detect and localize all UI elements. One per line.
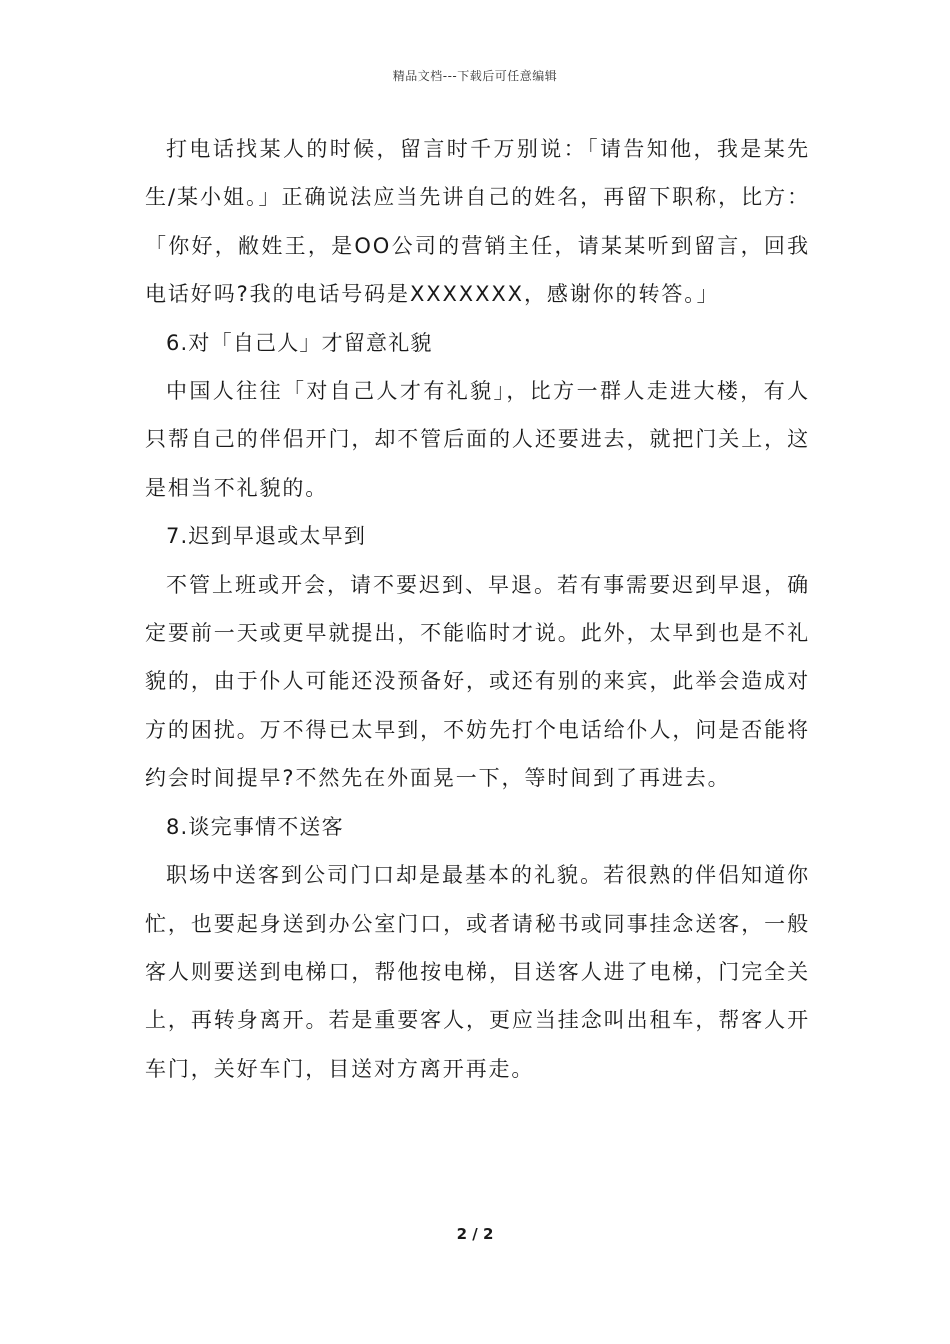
paragraph-courtesy-insiders: 中国人往往「对自己人才有礼貌」，比方一群人走进大楼，有人只帮自己的伴侣开门，却不管后面的人还要进去，就把门关上，这是相当不礼貌的。 (145, 379, 810, 500)
section-heading-8: 8.谈完事情不送客 (166, 814, 344, 839)
document-body (145, 125, 810, 1093)
paragraph-punctuality: 不管上班或开会，请不要迟到、早退。若有事需要迟到早退，确定要前一天或更早就提出，不能临时才说。此外，太早到也是不礼貌的，由于仆人可能还没预备好，或还有别的来宾，此举会造成对方的困扰。万不得已太早到，不妨先打个电话给仆人，问是否能将约会时间提早?不然先在外面晃一下，等时间到了再进去。 (145, 572, 810, 791)
section-heading-7: 7.迟到早退或太早到 (166, 524, 367, 549)
paragraph-phone-message: 打电话找某人的时候，留言时千万别说：「请告知他，我是某先生/某小姐。」正确说法应当先讲自己的姓名，再留下职称，比方：「你好，敝姓王，是OO公司的营销主任，请某某听到留言，回我电话好吗?我的电话号码是XXXXXXX，感谢你的转答。」 (145, 137, 810, 307)
section-heading-6: 6.对「自己人」才留意礼貌 (166, 330, 433, 355)
page-header: 精品文档---下载后可任意编辑 (392, 69, 558, 83)
paragraph-seeing-guests-off: 职场中送客到公司门口却是最基本的礼貌。若很熟的伴侣知道你忙，也要起身送到办公室门口，或者请秘书或同事挂念送客，一般客人则要送到电梯口，帮他按电梯，目送客人进了电梯，门完全关上，再转身离开。若是重要客人，更应当挂念叫出租车，帮客人开车门，关好车门，目送对方离开再走。 (145, 863, 810, 1081)
page-number: 2 / 2 (456, 1225, 494, 1243)
